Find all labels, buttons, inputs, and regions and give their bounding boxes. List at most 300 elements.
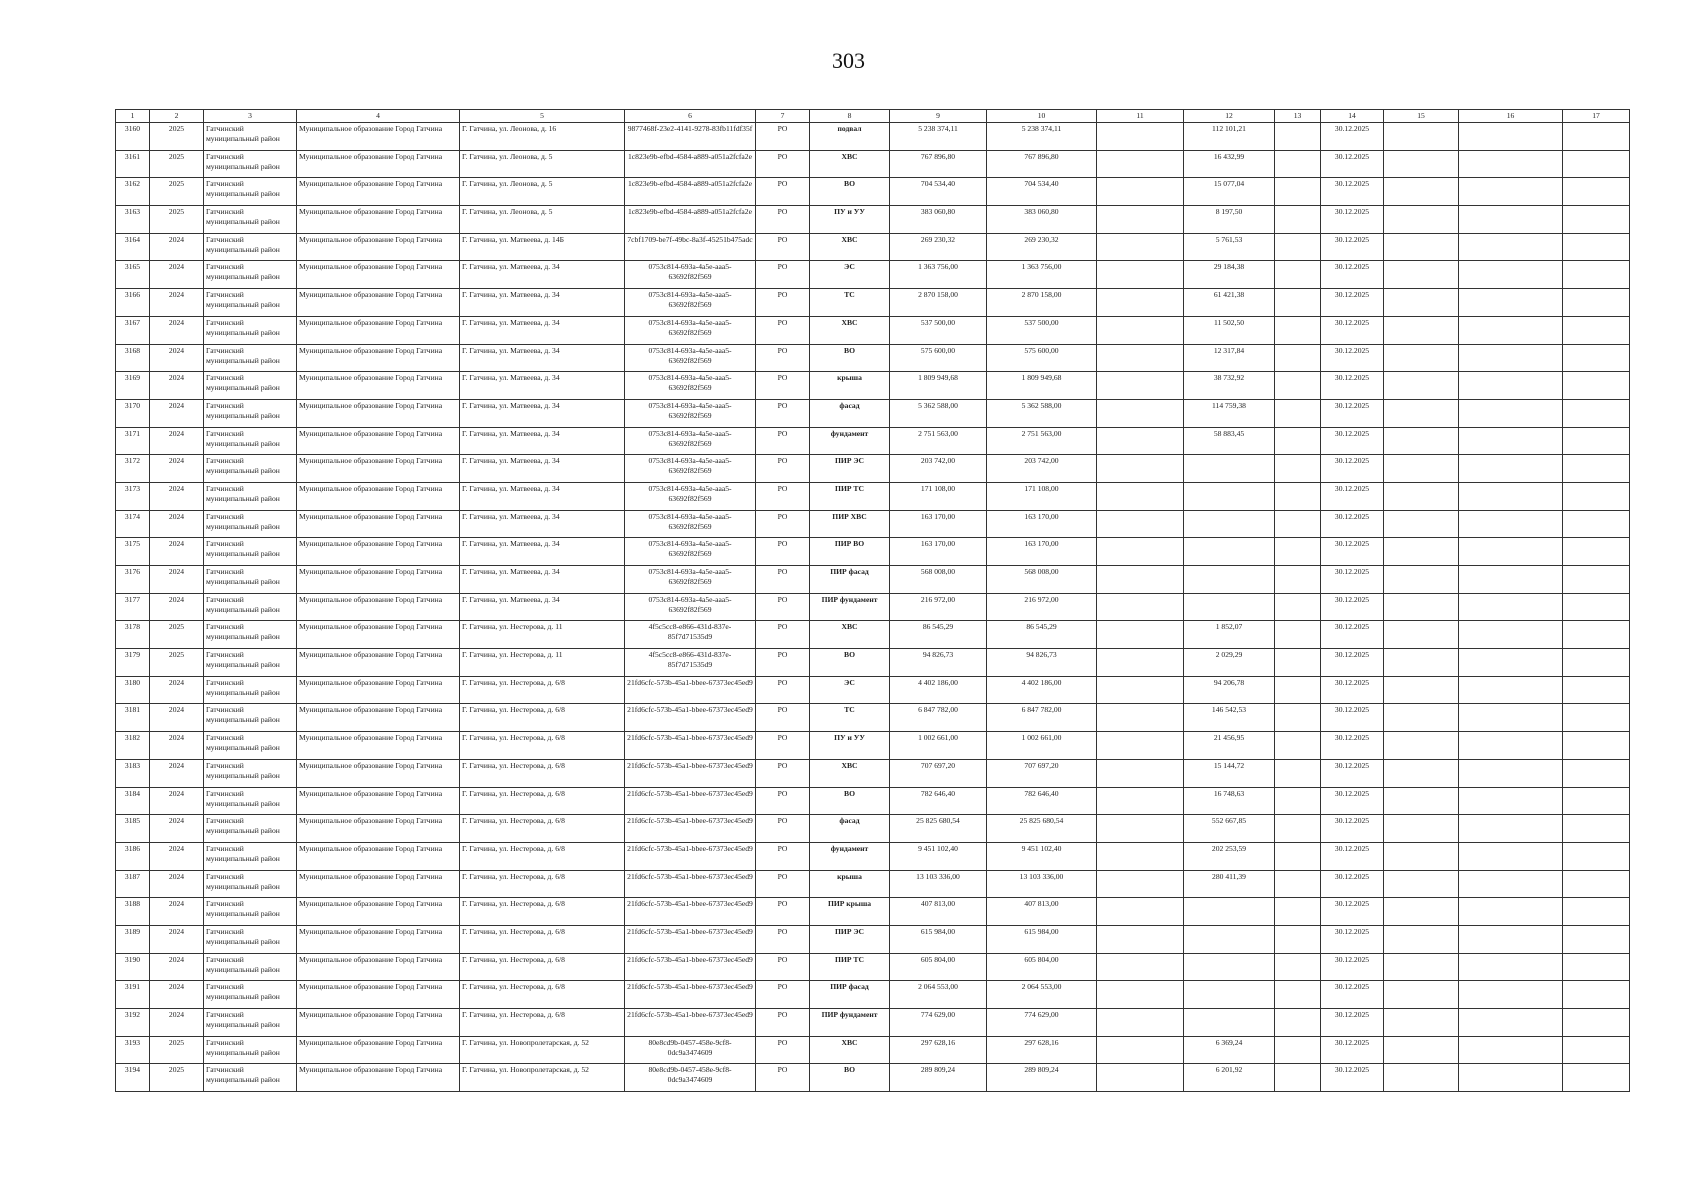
district-cell: Гатчинский муниципальный район xyxy=(204,538,297,566)
table-row xyxy=(116,981,1630,1009)
work-kind-cell: ПИР ЭС xyxy=(810,455,890,483)
amount-cell xyxy=(1184,953,1275,981)
work-kind-cell: ПИР крыша xyxy=(810,898,890,926)
district-cell: Гатчинский муниципальный район xyxy=(204,123,297,151)
row-number-cell: 3163 xyxy=(116,206,150,234)
row-number-cell: 3182 xyxy=(116,732,150,760)
house-guid-cell: 21fd6cfc-573b-45a1-bbee-67373ec45ed9 xyxy=(625,676,756,704)
year-cell: 2024 xyxy=(150,482,204,510)
col-15-cell xyxy=(1384,150,1459,178)
house-guid-cell: 4f5c5cc8-e866-431d-837e-85f7d71535d9 xyxy=(625,649,756,677)
cost-cell: 171 108,00 xyxy=(890,482,987,510)
work-kind-cell: ХВС xyxy=(810,759,890,787)
district-cell: Гатчинский муниципальный район xyxy=(204,566,297,594)
col-11-cell xyxy=(1097,787,1184,815)
col-13-cell xyxy=(1275,344,1321,372)
col-16-cell xyxy=(1459,1009,1563,1037)
deadline-cell: 30.12.2025 xyxy=(1321,510,1384,538)
col-17-cell xyxy=(1563,649,1630,677)
amount-cell: 2 029,29 xyxy=(1184,649,1275,677)
col-11-cell xyxy=(1097,649,1184,677)
table-row xyxy=(116,1064,1630,1092)
col-13-cell xyxy=(1275,815,1321,843)
work-kind-cell: ПУ и УУ xyxy=(810,206,890,234)
cost-total-cell: 615 984,00 xyxy=(987,925,1097,953)
address-cell: Г. Гатчина, ул. Нестерова, д. 6/8 xyxy=(460,815,625,843)
col-15-cell xyxy=(1384,316,1459,344)
type-cell: РО xyxy=(756,953,810,981)
house-guid-cell: 21fd6cfc-573b-45a1-bbee-67373ec45ed9 xyxy=(625,704,756,732)
col-11-cell xyxy=(1097,815,1184,843)
work-kind-cell: ВО xyxy=(810,344,890,372)
municipality-cell: Муниципальное образование Город Гатчина xyxy=(297,482,460,510)
type-cell: РО xyxy=(756,261,810,289)
col-11-cell xyxy=(1097,455,1184,483)
amount-cell: 202 253,59 xyxy=(1184,842,1275,870)
col-11-cell xyxy=(1097,593,1184,621)
work-kind-cell: фундамент xyxy=(810,427,890,455)
col-16-cell xyxy=(1459,538,1563,566)
type-cell: РО xyxy=(756,538,810,566)
col-16-cell xyxy=(1459,482,1563,510)
district-cell: Гатчинский муниципальный район xyxy=(204,178,297,206)
year-cell: 2024 xyxy=(150,953,204,981)
cost-total-cell: 4 402 186,00 xyxy=(987,676,1097,704)
cost-total-cell: 94 826,73 xyxy=(987,649,1097,677)
col-16-cell xyxy=(1459,953,1563,981)
type-cell: РО xyxy=(756,123,810,151)
cost-total-cell: 6 847 782,00 xyxy=(987,704,1097,732)
col-11-cell xyxy=(1097,316,1184,344)
deadline-cell: 30.12.2025 xyxy=(1321,566,1384,594)
year-cell: 2024 xyxy=(150,676,204,704)
cost-total-cell: 13 103 336,00 xyxy=(987,870,1097,898)
house-guid-cell: 4f5c5cc8-e866-431d-837e-85f7d71535d9 xyxy=(625,621,756,649)
house-guid-cell: 80e8cd9b-0457-458e-9cf8-0dc9a3474609 xyxy=(625,1036,756,1064)
municipality-cell: Муниципальное образование Город Гатчина xyxy=(297,870,460,898)
deadline-cell: 30.12.2025 xyxy=(1321,732,1384,760)
type-cell: РО xyxy=(756,925,810,953)
municipality-cell: Муниципальное образование Город Гатчина xyxy=(297,925,460,953)
municipality-cell: Муниципальное образование Город Гатчина xyxy=(297,206,460,234)
table-row xyxy=(116,649,1630,677)
cost-cell: 9 451 102,40 xyxy=(890,842,987,870)
address-cell: Г. Гатчина, ул. Матвеева, д. 34 xyxy=(460,566,625,594)
municipality-cell: Муниципальное образование Город Гатчина xyxy=(297,815,460,843)
district-cell: Гатчинский муниципальный район xyxy=(204,150,297,178)
municipality-cell: Муниципальное образование Город Гатчина xyxy=(297,759,460,787)
col-16-cell xyxy=(1459,150,1563,178)
row-number-cell: 3184 xyxy=(116,787,150,815)
type-cell: РО xyxy=(756,649,810,677)
deadline-cell: 30.12.2025 xyxy=(1321,593,1384,621)
municipality-cell: Муниципальное образование Город Гатчина xyxy=(297,981,460,1009)
district-cell: Гатчинский муниципальный район xyxy=(204,344,297,372)
district-cell: Гатчинский муниципальный район xyxy=(204,704,297,732)
house-guid-cell: 21fd6cfc-573b-45a1-bbee-67373ec45ed9 xyxy=(625,759,756,787)
table-row xyxy=(116,759,1630,787)
col-11-cell xyxy=(1097,538,1184,566)
column-header-10: 10 xyxy=(987,110,1097,123)
deadline-cell: 30.12.2025 xyxy=(1321,427,1384,455)
cost-total-cell: 407 813,00 xyxy=(987,898,1097,926)
row-number-cell: 3188 xyxy=(116,898,150,926)
row-number-cell: 3174 xyxy=(116,510,150,538)
house-guid-cell: 0753c814-693a-4a5e-aaa5-63692f82f569 xyxy=(625,427,756,455)
year-cell: 2024 xyxy=(150,870,204,898)
col-17-cell xyxy=(1563,898,1630,926)
col-13-cell xyxy=(1275,649,1321,677)
year-cell: 2025 xyxy=(150,1036,204,1064)
work-kind-cell: ПИР ХВС xyxy=(810,510,890,538)
municipality-cell: Муниципальное образование Город Гатчина xyxy=(297,787,460,815)
house-guid-cell: 21fd6cfc-573b-45a1-bbee-67373ec45ed9 xyxy=(625,870,756,898)
type-cell: РО xyxy=(756,732,810,760)
column-header-3: 3 xyxy=(204,110,297,123)
deadline-cell: 30.12.2025 xyxy=(1321,455,1384,483)
col-13-cell xyxy=(1275,1009,1321,1037)
district-cell: Гатчинский муниципальный район xyxy=(204,372,297,400)
deadline-cell: 30.12.2025 xyxy=(1321,289,1384,317)
col-17-cell xyxy=(1563,206,1630,234)
address-cell: Г. Гатчина, ул. Матвеева, д. 34 xyxy=(460,261,625,289)
cost-total-cell: 537 500,00 xyxy=(987,316,1097,344)
amount-cell: 15 077,04 xyxy=(1184,178,1275,206)
col-17-cell xyxy=(1563,732,1630,760)
address-cell: Г. Гатчина, ул. Новопролетарская, д. 52 xyxy=(460,1064,625,1092)
address-cell: Г. Гатчина, ул. Матвеева, д. 34 xyxy=(460,316,625,344)
amount-cell: 8 197,50 xyxy=(1184,206,1275,234)
year-cell: 2024 xyxy=(150,316,204,344)
municipality-cell: Муниципальное образование Город Гатчина xyxy=(297,344,460,372)
row-number-cell: 3183 xyxy=(116,759,150,787)
type-cell: РО xyxy=(756,870,810,898)
municipality-cell: Муниципальное образование Город Гатчина xyxy=(297,898,460,926)
municipality-cell: Муниципальное образование Город Гатчина xyxy=(297,233,460,261)
table-row xyxy=(116,510,1630,538)
municipality-cell: Муниципальное образование Город Гатчина xyxy=(297,566,460,594)
district-cell: Гатчинский муниципальный район xyxy=(204,815,297,843)
column-header-4: 4 xyxy=(297,110,460,123)
col-16-cell xyxy=(1459,815,1563,843)
column-header-17: 17 xyxy=(1563,110,1630,123)
cost-total-cell: 5 362 588,00 xyxy=(987,399,1097,427)
house-guid-cell: 0753c814-693a-4a5e-aaa5-63692f82f569 xyxy=(625,399,756,427)
address-cell: Г. Гатчина, ул. Матвеева, д. 34 xyxy=(460,399,625,427)
house-guid-cell: 0753c814-693a-4a5e-aaa5-63692f82f569 xyxy=(625,455,756,483)
house-guid-cell: 0753c814-693a-4a5e-aaa5-63692f82f569 xyxy=(625,482,756,510)
row-number-cell: 3189 xyxy=(116,925,150,953)
col-11-cell xyxy=(1097,289,1184,317)
table-row xyxy=(116,1036,1630,1064)
col-13-cell xyxy=(1275,178,1321,206)
deadline-cell: 30.12.2025 xyxy=(1321,953,1384,981)
col-13-cell xyxy=(1275,870,1321,898)
district-cell: Гатчинский муниципальный район xyxy=(204,233,297,261)
col-16-cell xyxy=(1459,261,1563,289)
table-row xyxy=(116,399,1630,427)
type-cell: РО xyxy=(756,510,810,538)
col-17-cell xyxy=(1563,316,1630,344)
deadline-cell: 30.12.2025 xyxy=(1321,787,1384,815)
col-13-cell xyxy=(1275,759,1321,787)
work-kind-cell: ТС xyxy=(810,704,890,732)
house-guid-cell: 21fd6cfc-573b-45a1-bbee-67373ec45ed9 xyxy=(625,787,756,815)
column-header-8: 8 xyxy=(810,110,890,123)
col-11-cell xyxy=(1097,233,1184,261)
col-17-cell xyxy=(1563,261,1630,289)
table-row xyxy=(116,316,1630,344)
district-cell: Гатчинский муниципальный район xyxy=(204,898,297,926)
year-cell: 2024 xyxy=(150,732,204,760)
municipality-cell: Муниципальное образование Город Гатчина xyxy=(297,842,460,870)
municipality-cell: Муниципальное образование Город Гатчина xyxy=(297,732,460,760)
cost-cell: 2 751 563,00 xyxy=(890,427,987,455)
col-15-cell xyxy=(1384,123,1459,151)
col-17-cell xyxy=(1563,1036,1630,1064)
col-15-cell xyxy=(1384,372,1459,400)
work-kind-cell: ПИР фундамент xyxy=(810,593,890,621)
cost-cell: 605 804,00 xyxy=(890,953,987,981)
work-kind-cell: ЭС xyxy=(810,261,890,289)
table-row xyxy=(116,455,1630,483)
col-11-cell xyxy=(1097,981,1184,1009)
type-cell: РО xyxy=(756,842,810,870)
col-11-cell xyxy=(1097,1036,1184,1064)
cost-total-cell: 575 600,00 xyxy=(987,344,1097,372)
col-16-cell xyxy=(1459,233,1563,261)
house-guid-cell: 0753c814-693a-4a5e-aaa5-63692f82f569 xyxy=(625,510,756,538)
row-number-cell: 3160 xyxy=(116,123,150,151)
row-number-cell: 3177 xyxy=(116,593,150,621)
type-cell: РО xyxy=(756,704,810,732)
address-cell: Г. Гатчина, ул. Нестерова, д. 6/8 xyxy=(460,953,625,981)
work-kind-cell: фасад xyxy=(810,815,890,843)
column-header-5: 5 xyxy=(460,110,625,123)
deadline-cell: 30.12.2025 xyxy=(1321,1064,1384,1092)
col-16-cell xyxy=(1459,621,1563,649)
address-cell: Г. Гатчина, ул. Матвеева, д. 34 xyxy=(460,538,625,566)
cost-total-cell: 163 170,00 xyxy=(987,510,1097,538)
type-cell: РО xyxy=(756,898,810,926)
deadline-cell: 30.12.2025 xyxy=(1321,1009,1384,1037)
col-13-cell xyxy=(1275,566,1321,594)
amount-cell: 16 748,63 xyxy=(1184,787,1275,815)
amount-cell: 1 852,07 xyxy=(1184,621,1275,649)
amount-cell: 15 144,72 xyxy=(1184,759,1275,787)
col-11-cell xyxy=(1097,732,1184,760)
col-17-cell xyxy=(1563,233,1630,261)
row-number-cell: 3176 xyxy=(116,566,150,594)
col-15-cell xyxy=(1384,427,1459,455)
district-cell: Гатчинский муниципальный район xyxy=(204,981,297,1009)
table-row xyxy=(116,482,1630,510)
col-15-cell xyxy=(1384,815,1459,843)
year-cell: 2025 xyxy=(150,123,204,151)
year-cell: 2024 xyxy=(150,815,204,843)
cost-total-cell: 289 809,24 xyxy=(987,1064,1097,1092)
cost-cell: 704 534,40 xyxy=(890,178,987,206)
col-15-cell xyxy=(1384,399,1459,427)
deadline-cell: 30.12.2025 xyxy=(1321,316,1384,344)
cost-cell: 1 363 756,00 xyxy=(890,261,987,289)
cost-cell: 383 060,80 xyxy=(890,206,987,234)
year-cell: 2025 xyxy=(150,1064,204,1092)
cost-total-cell: 203 742,00 xyxy=(987,455,1097,483)
municipality-cell: Муниципальное образование Город Гатчина xyxy=(297,510,460,538)
cost-cell: 269 230,32 xyxy=(890,233,987,261)
year-cell: 2024 xyxy=(150,538,204,566)
col-16-cell xyxy=(1459,289,1563,317)
amount-cell: 114 759,38 xyxy=(1184,399,1275,427)
table-row xyxy=(116,870,1630,898)
row-number-cell: 3186 xyxy=(116,842,150,870)
col-16-cell xyxy=(1459,787,1563,815)
row-number-cell: 3185 xyxy=(116,815,150,843)
house-guid-cell: 0753c814-693a-4a5e-aaa5-63692f82f569 xyxy=(625,566,756,594)
col-11-cell xyxy=(1097,759,1184,787)
district-cell: Гатчинский муниципальный район xyxy=(204,510,297,538)
year-cell: 2024 xyxy=(150,566,204,594)
cost-total-cell: 1 002 661,00 xyxy=(987,732,1097,760)
cost-total-cell: 269 230,32 xyxy=(987,233,1097,261)
col-15-cell xyxy=(1384,759,1459,787)
municipality-cell: Муниципальное образование Город Гатчина xyxy=(297,178,460,206)
col-17-cell xyxy=(1563,981,1630,1009)
address-cell: Г. Гатчина, ул. Матвеева, д. 34 xyxy=(460,455,625,483)
house-guid-cell: 21fd6cfc-573b-45a1-bbee-67373ec45ed9 xyxy=(625,815,756,843)
address-cell: Г. Гатчина, ул. Леонова, д. 5 xyxy=(460,150,625,178)
col-17-cell xyxy=(1563,870,1630,898)
deadline-cell: 30.12.2025 xyxy=(1321,925,1384,953)
district-cell: Гатчинский муниципальный район xyxy=(204,842,297,870)
row-number-cell: 3179 xyxy=(116,649,150,677)
table-body xyxy=(116,123,1630,1092)
col-17-cell xyxy=(1563,621,1630,649)
work-kind-cell: ПИР фундамент xyxy=(810,1009,890,1037)
year-cell: 2024 xyxy=(150,261,204,289)
municipality-cell: Муниципальное образование Город Гатчина xyxy=(297,676,460,704)
col-16-cell xyxy=(1459,1064,1563,1092)
address-cell: Г. Гатчина, ул. Нестерова, д. 6/8 xyxy=(460,1009,625,1037)
table-row xyxy=(116,925,1630,953)
address-cell: Г. Гатчина, ул. Нестерова, д. 6/8 xyxy=(460,759,625,787)
col-17-cell xyxy=(1563,399,1630,427)
municipality-cell: Муниципальное образование Город Гатчина xyxy=(297,261,460,289)
amount-cell: 12 317,84 xyxy=(1184,344,1275,372)
col-13-cell xyxy=(1275,1064,1321,1092)
col-11-cell xyxy=(1097,676,1184,704)
address-cell: Г. Гатчина, ул. Нестерова, д. 6/8 xyxy=(460,842,625,870)
year-cell: 2024 xyxy=(150,593,204,621)
col-13-cell xyxy=(1275,953,1321,981)
row-number-cell: 3162 xyxy=(116,178,150,206)
work-kind-cell: ХВС xyxy=(810,621,890,649)
year-cell: 2024 xyxy=(150,510,204,538)
table-row xyxy=(116,566,1630,594)
cost-cell: 1 002 661,00 xyxy=(890,732,987,760)
col-15-cell xyxy=(1384,621,1459,649)
col-11-cell xyxy=(1097,704,1184,732)
col-16-cell xyxy=(1459,870,1563,898)
col-17-cell xyxy=(1563,787,1630,815)
type-cell: РО xyxy=(756,1036,810,1064)
year-cell: 2025 xyxy=(150,206,204,234)
municipality-cell: Муниципальное образование Город Гатчина xyxy=(297,123,460,151)
work-kind-cell: крыша xyxy=(810,372,890,400)
type-cell: РО xyxy=(756,427,810,455)
cost-total-cell: 707 697,20 xyxy=(987,759,1097,787)
col-13-cell xyxy=(1275,621,1321,649)
house-guid-cell: 21fd6cfc-573b-45a1-bbee-67373ec45ed9 xyxy=(625,898,756,926)
col-13-cell xyxy=(1275,233,1321,261)
deadline-cell: 30.12.2025 xyxy=(1321,538,1384,566)
work-kind-cell: подвал xyxy=(810,123,890,151)
row-number-cell: 3192 xyxy=(116,1009,150,1037)
cost-cell: 163 170,00 xyxy=(890,538,987,566)
col-15-cell xyxy=(1384,233,1459,261)
amount-cell xyxy=(1184,593,1275,621)
amount-cell: 38 732,92 xyxy=(1184,372,1275,400)
municipality-cell: Муниципальное образование Город Гатчина xyxy=(297,289,460,317)
col-15-cell xyxy=(1384,898,1459,926)
table-row xyxy=(116,787,1630,815)
table-row xyxy=(116,1009,1630,1037)
table-row xyxy=(116,123,1630,151)
col-13-cell xyxy=(1275,593,1321,621)
municipality-cell: Муниципальное образование Город Гатчина xyxy=(297,1009,460,1037)
col-13-cell xyxy=(1275,1036,1321,1064)
cost-cell: 615 984,00 xyxy=(890,925,987,953)
col-16-cell xyxy=(1459,593,1563,621)
work-kind-cell: ХВС xyxy=(810,316,890,344)
amount-cell xyxy=(1184,482,1275,510)
column-header-2: 2 xyxy=(150,110,204,123)
col-15-cell xyxy=(1384,787,1459,815)
col-13-cell xyxy=(1275,925,1321,953)
col-13-cell xyxy=(1275,482,1321,510)
work-kind-cell: ПИР ТС xyxy=(810,953,890,981)
amount-cell xyxy=(1184,538,1275,566)
cost-total-cell: 163 170,00 xyxy=(987,538,1097,566)
cost-cell: 1 809 949,68 xyxy=(890,372,987,400)
col-13-cell xyxy=(1275,123,1321,151)
work-kind-cell: ПУ и УУ xyxy=(810,732,890,760)
col-13-cell xyxy=(1275,704,1321,732)
district-cell: Гатчинский муниципальный район xyxy=(204,649,297,677)
year-cell: 2024 xyxy=(150,289,204,317)
type-cell: РО xyxy=(756,815,810,843)
address-cell: Г. Гатчина, ул. Матвеева, д. 14Б xyxy=(460,233,625,261)
col-11-cell xyxy=(1097,925,1184,953)
type-cell: РО xyxy=(756,455,810,483)
cost-cell: 13 103 336,00 xyxy=(890,870,987,898)
col-17-cell xyxy=(1563,759,1630,787)
row-number-cell: 3172 xyxy=(116,455,150,483)
col-17-cell xyxy=(1563,1064,1630,1092)
col-16-cell xyxy=(1459,316,1563,344)
district-cell: Гатчинский муниципальный район xyxy=(204,455,297,483)
table-row xyxy=(116,289,1630,317)
col-15-cell xyxy=(1384,566,1459,594)
col-16-cell xyxy=(1459,898,1563,926)
house-guid-cell: 1c823e9b-efbd-4584-a889-a051a2fcfa2e xyxy=(625,178,756,206)
deadline-cell: 30.12.2025 xyxy=(1321,372,1384,400)
deadline-cell: 30.12.2025 xyxy=(1321,704,1384,732)
work-kind-cell: ЭС xyxy=(810,676,890,704)
work-kind-cell: ПИР ЭС xyxy=(810,925,890,953)
district-cell: Гатчинский муниципальный район xyxy=(204,399,297,427)
